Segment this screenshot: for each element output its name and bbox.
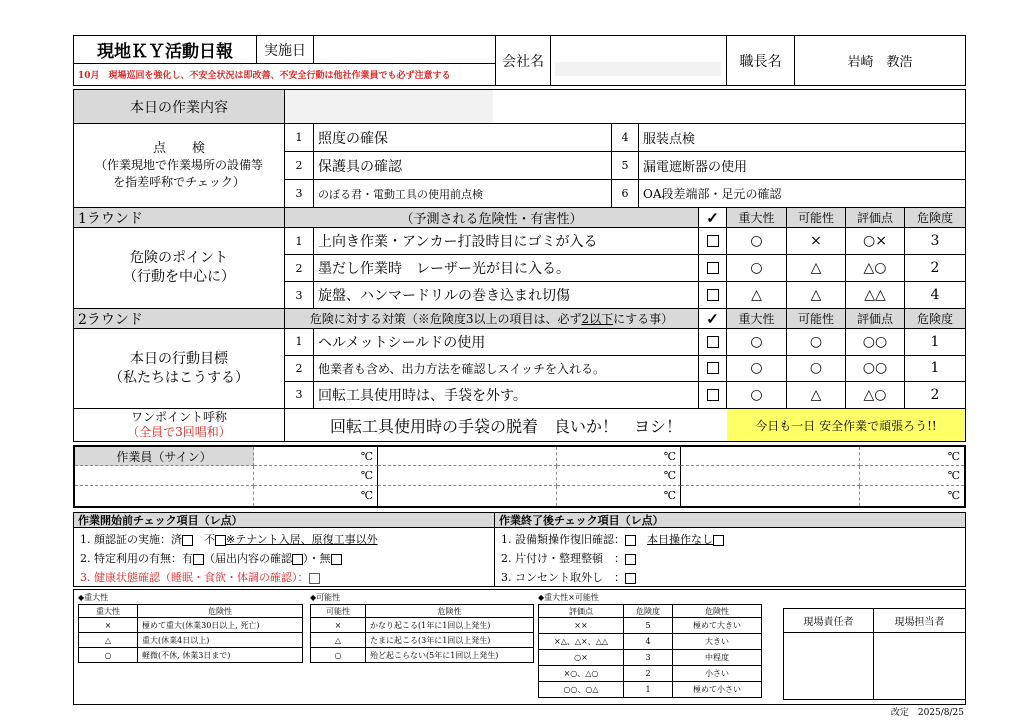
legend-row: ×× 5 極めて大きい: [538, 617, 763, 634]
inspection-item: 保護具の確認: [314, 152, 612, 180]
possibility-cell: △: [787, 282, 846, 309]
legend-row: ○ 軽微(不休, 休業3日まで): [78, 647, 303, 663]
worker-sign-field[interactable]: [378, 447, 557, 466]
inspection-item: 服装点検: [639, 124, 965, 152]
checkbox[interactable]: [331, 554, 342, 565]
severity-cell: ○: [727, 329, 787, 356]
round2-rows: 1 ヘルメットシールドの使用 ○ ○ ○○ 1 2 他業者も含め、出力方法を確認しスイッチを入れる。 ○ ○ ○○ 1 3 回転工具使用時は、手袋を外す。 ○ △ △○ 2: [285, 329, 965, 409]
checkbox[interactable]: [625, 573, 636, 584]
checkbox[interactable]: [193, 554, 204, 565]
worker-sign-field[interactable]: [75, 486, 254, 506]
temperature-field[interactable]: ℃: [254, 466, 378, 486]
legend-row: × かなり起こる(1年に1回以上発生): [310, 617, 534, 633]
severity-cell: ○: [727, 255, 787, 282]
workers-label: 作業員（サイン）: [75, 447, 254, 466]
checkbox[interactable]: [182, 535, 193, 546]
row-checkbox[interactable]: [707, 289, 719, 301]
temperature-field[interactable]: ℃: [947, 489, 960, 502]
worker-sign-field[interactable]: [378, 466, 557, 486]
check-items-box: [73, 512, 966, 587]
risk-item-text: 他業者も含め、出力方法を確認しスイッチを入れる。: [314, 356, 699, 383]
round1-rows: 1 上向き作業・アンカー打設時目にゴミが入る ○ × ○× 3 2 墨だし作業時 レーザー光が目に入る。 ○ △ △○ 2 3 旋盤、ハンマードリルの巻き込まれ切傷 △ △ △△ 4: [285, 228, 965, 309]
temperature-field[interactable]: ℃: [557, 466, 681, 486]
checkbox[interactable]: [625, 535, 636, 546]
main-table: 本日の作業内容 点 検 （作業現地で作業場所の設備等 を指差呼称でチェック） 1 照度の確保 2 保護具の確認 3 のぼる君・電動工具の使用前点検 4 服装点検 5 漏電遮断器の使用 6 OA段差端部・足元の確認 1ラウンド （予測される危険性・有害性） ✓ 重大性 可能性 評価点 危険度 危険のポイント （行動を中心に） 1 上向き作業・アンカー打設時目にゴミが入る ○ × ○× 3 2 墨だし作業時 レーザー光が目に入る。 ○ △ △○ 2 3 旋盤、ハンマードリルの巻き込まれ切傷 △ △ △△ 4 2ラウンド 危険に対する対策（※危険度3以上の項目は、必ず 2以下 にする事） ✓ 重大性 可能性 評価点 危険度 本日の行動目標 （私たちはこうする） 1 ヘルメットシールドの使用 ○ ○ ○○ 1 2 他業者も含め、出力方法を確認しスイッチを入れる。 ○ ○ ○○ 1 3 回転工具使用時は、手袋を外す。 ○ △ △○ 2 ワンポイント呼称 （全員で3回唱和） 回転工具使用時の手袋の脱着 良いか！ ヨシ！ 今日も一日 安全作業で頑張ろう!!: [73, 89, 966, 442]
round1-header: （予測される危険性・有害性）: [285, 208, 699, 228]
eval-cell: △○: [846, 255, 905, 282]
risk-item-text: 回転工具使用時は、手袋を外す。: [314, 382, 699, 409]
possibility-cell: ×: [787, 228, 846, 255]
checkbox[interactable]: [309, 573, 320, 584]
date-field[interactable]: [313, 36, 495, 63]
company-field[interactable]: [550, 36, 726, 85]
severity-cell: ○: [727, 228, 787, 255]
row-checkbox[interactable]: [707, 262, 719, 274]
severity-cell: △: [727, 282, 787, 309]
risk-cell: 1: [905, 356, 965, 383]
legend-row: ×○、△○ 2 小さい: [538, 665, 763, 682]
pre-check-list: 1. 顔認証の実施：済 不 ※テナント入居、原復工事以外 2. 特定利用の有無：有 （届出内容の確認 ）・無 3. 健康状態確認（睡眠・食欲・体調の確認）：: [74, 528, 495, 586]
possibility-cell: △: [787, 255, 846, 282]
severity-cell: ○: [727, 356, 787, 383]
temperature-field[interactable]: ℃: [557, 447, 681, 466]
date-label: 実施日: [256, 36, 313, 63]
inspection-grid: 1 照度の確保 2 保護具の確認 3 のぼる君・電動工具の使用前点検 4 服装点検 5 漏電遮断器の使用 6 OA段差端部・足元の確認: [285, 124, 965, 208]
round1-label: 1ラウンド: [74, 208, 285, 228]
risk-cell: 2: [905, 382, 965, 409]
risk-item-text: 墨だし作業時 レーザー光が目に入る。: [314, 255, 699, 282]
checkbox[interactable]: [215, 535, 226, 546]
inspection-item: 照度の確保: [314, 124, 612, 152]
possibility-table: 可能性 危険性 × かなり起こる(1年に1回以上発生) △ たまに起こる(3年に1回以上発生) ○ 殆ど起こらない(5年に1回以上発生): [310, 604, 534, 663]
legend-row: △ 重大(休業4日以上): [78, 632, 303, 648]
inspection-item: 漏電遮断器の使用: [639, 152, 965, 180]
slogan: 今日も一日 安全作業で頑張ろう!!: [727, 409, 965, 441]
eval-cell: ○○: [846, 356, 905, 383]
checkbox[interactable]: [292, 554, 303, 565]
workers-box: [73, 445, 966, 508]
onepoint-label: ワンポイント呼称 （全員で3回唱和）: [74, 409, 285, 441]
legend-row: △ たまに起こる(3年に1回以上発生): [310, 632, 534, 648]
worker-sign-field[interactable]: [378, 486, 557, 506]
work-field[interactable]: [285, 90, 965, 124]
manager-sign-field[interactable]: [784, 633, 874, 699]
temperature-field[interactable]: ℃: [254, 447, 378, 466]
legend-row: ○ 殆ど起こらない(5年に1回以上発生): [310, 647, 534, 663]
inspection-item: のぼる君・電動工具の使用前点検: [314, 180, 612, 207]
eval-cell: ○×: [846, 228, 905, 255]
chief-name: 岩崎 教浩: [794, 36, 965, 85]
check-header: ✓: [699, 208, 727, 228]
chief-label: 職長名: [726, 36, 794, 85]
pre-check-title: 作業開始前チェック項目（レ点）: [74, 513, 495, 528]
legend-row: ○○、○△ 1 極めて小さい: [538, 681, 763, 698]
checkbox[interactable]: [713, 535, 724, 546]
legend-row: ○× 3 中程度: [538, 649, 763, 666]
danger-point-label: 危険のポイント （行動を中心に）: [74, 228, 285, 309]
temperature-field[interactable]: ℃: [860, 466, 964, 486]
worker-sign-field[interactable]: [681, 466, 860, 486]
eval-cell: △△: [846, 282, 905, 309]
round2-label: 2ラウンド: [74, 309, 285, 329]
severity-table: 重大性 危険性 × 極めて重大(休業30日以上, 死亡) △ 重大(休業4日以上) ○ 軽微(不休, 休業3日まで): [78, 604, 303, 663]
monthly-notice: 10月 現場巡回を強化し、不安全状況は即改善、不安全行動は他社作業員でも必ず注意する: [74, 63, 495, 85]
risk-cell: 4: [905, 282, 965, 309]
possibility-cell: △: [787, 382, 846, 409]
severity-cell: ○: [727, 382, 787, 409]
legend-row: × 極めて重大(休業30日以上, 死亡): [78, 617, 303, 633]
worker-sign-field[interactable]: [75, 466, 254, 486]
row-checkbox[interactable]: [707, 389, 719, 401]
row-checkbox[interactable]: [707, 362, 719, 374]
form-title: 現地ＫＹ活動日報: [97, 42, 233, 62]
temperature-field[interactable]: ℃: [557, 486, 681, 506]
header-box: [73, 35, 966, 86]
checkbox[interactable]: [625, 554, 636, 565]
risk-cell: 1: [905, 329, 965, 356]
possibility-cell: ○: [787, 356, 846, 383]
post-check-title: 作業終了後チェック項目（レ点）: [495, 513, 965, 528]
matrix-table: 評価点 危険度 危険性 ×× 5 極めて大きい ×△、△×、△△ 4 大きい ○× 3 中程度 ×○、△○ 2 小さい ○○、○△ 1 極めて小さい: [538, 604, 763, 698]
worker-sign-field[interactable]: [681, 486, 860, 506]
sign-box: 現場責任者 現場担当者: [783, 608, 966, 700]
inspection-item: OA段差端部・足元の確認: [643, 187, 782, 201]
possibility-cell: ○: [787, 329, 846, 356]
risk-item-text: ヘルメットシールドの使用: [314, 329, 699, 356]
revision-date: 改定 2025/8/25: [890, 708, 964, 718]
legend-row: ×△、△×、△△ 4 大きい: [538, 633, 763, 650]
risk-item-text: 上向き作業・アンカー打設時目にゴミが入る: [314, 228, 699, 255]
risk-cell: 3: [905, 228, 965, 255]
eval-cell: △○: [846, 382, 905, 409]
worker-sign-field[interactable]: [681, 447, 860, 466]
temperature-field[interactable]: ℃: [254, 486, 378, 506]
row-checkbox[interactable]: [707, 336, 719, 348]
company-label: 会社名: [495, 36, 550, 85]
row-checkbox[interactable]: [707, 235, 719, 247]
eval-cell: ○○: [846, 329, 905, 356]
temperature-field[interactable]: ℃: [860, 447, 964, 466]
round2-header: 危険に対する対策（※危険度3以上の項目は、必ず 2以下 にする事）: [285, 309, 699, 329]
staff-sign-field[interactable]: [874, 633, 965, 699]
risk-cell: 2: [905, 255, 965, 282]
legend-box: ◆重大性 重大性 危険性 × 極めて重大(休業30日以上, 死亡) △ 重大(休業4日以上) ○ 軽微(不休, 休業3日まで) ◆可能性 可能性 危険性 × かなり起こる(1年に1回以上発生) △ たまに起こる(3年に1回以上発生) ○ 殆ど起こらない(5年に1回以上発生) ◆重大性×可能性 評価点 危険度 危険性 ×× 5 極めて大きい ×△、△×、△△ 4 大きい ○× 3 中程度 ×○、△○ 2 小さい ○○、○△ 1 極めて小さい 現場責任者 現場担当者: [73, 589, 966, 705]
onepoint-text: 回転工具使用時の手袋の脱着 良いか！ ヨシ！: [329, 416, 682, 436]
post-check-list: 1. 設備類操作復旧確認： 本日操作なし 2. 片付け・整理整頓 ： 3. コンセント取外し ：: [495, 528, 965, 586]
action-goal-label: 本日の行動目標 （私たちはこうする）: [74, 329, 285, 409]
risk-item-text: 旋盤、ハンマードリルの巻き込まれ切傷: [314, 282, 699, 309]
work-label: 本日の作業内容: [74, 90, 285, 124]
inspection-label: 点 検 （作業現地で作業場所の設備等 を指差呼称でチェック）: [74, 124, 285, 208]
